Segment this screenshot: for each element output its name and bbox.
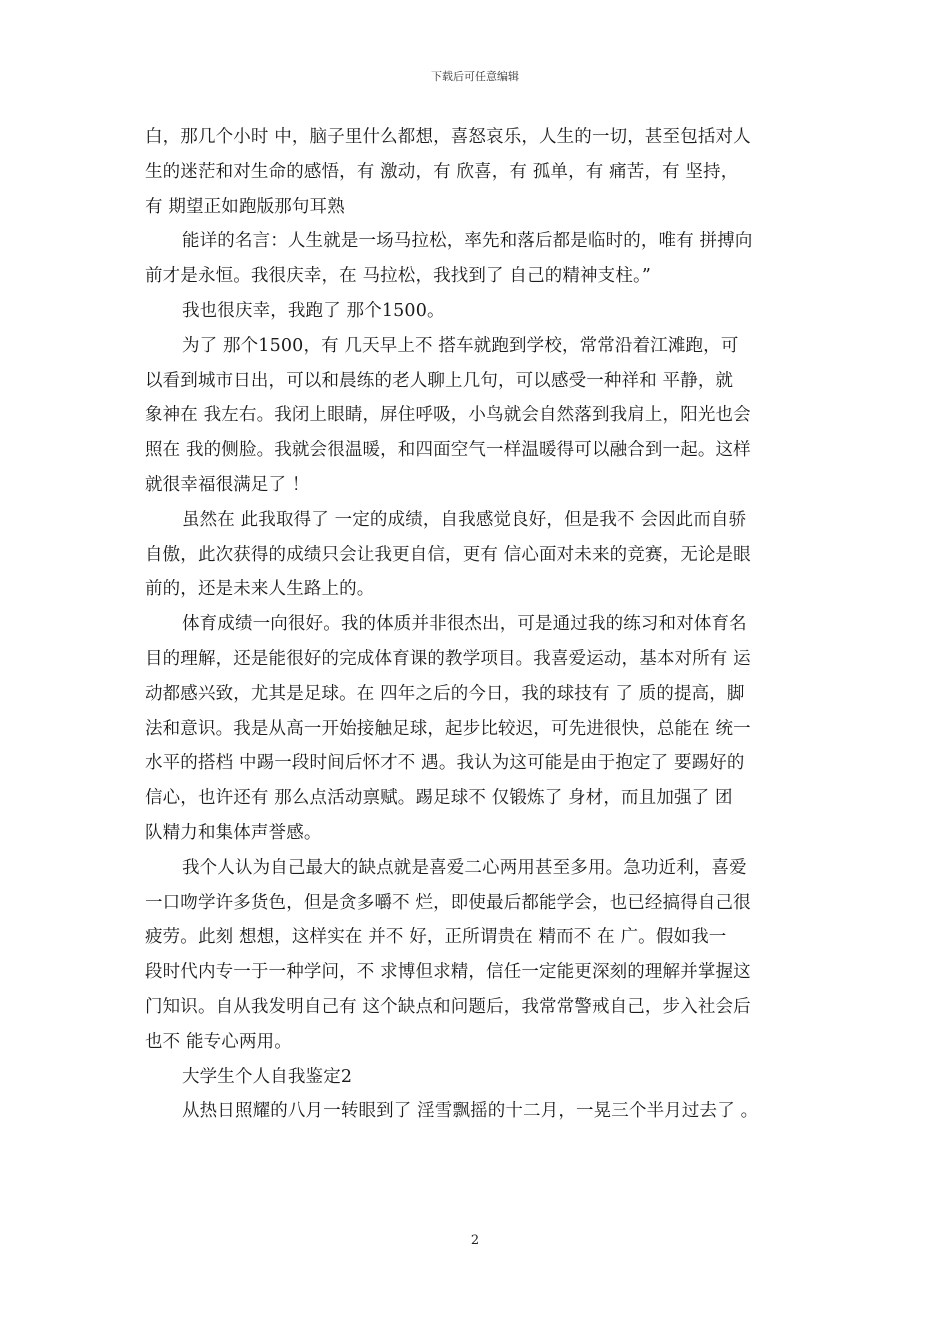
text-line: 一口吻学许多货色，但是贪多嚼不 烂，即使最后都能学会，也已经搞得自己很: [145, 892, 751, 913]
text-line: 大学生个人自我鉴定2: [182, 1066, 353, 1087]
header-note: 下载后可任意编辑: [431, 70, 519, 83]
text-line: 为了 那个1500，有 几天早上不 搭车就跑到学校，常常沿着江滩跑，可: [182, 335, 739, 356]
text-line: 能详的名言：人生就是一场马拉松，率先和落后都是临时的，唯有 拼搏向: [182, 231, 753, 252]
text-line: 自傲，此次获得的成绩只会让我更自信，更有 信心面对未来的竞赛，无论是眼: [145, 544, 751, 565]
text-line: 白，那几个小时 中，脑子里什么都想，喜怒哀乐，人生的一切，甚至包括对人: [145, 127, 751, 147]
document-body: [145, 120, 810, 1129]
text-line: 前的，还是未来人生路上的。: [145, 579, 375, 600]
text-line: 水平的搭档 中踢一段时间后怀才不 遇。我认为这可能是由于抱定了 要踢好的: [145, 753, 745, 774]
text-line: 从热日照耀的八月一转眼到了 淫雪飘摇的十二月，一晃三个半月过去了 。: [182, 1101, 759, 1122]
text-line: 段时代内专一于一种学问，不 求博但求精，信任一定能更深刻的理解并掌握这: [145, 962, 751, 983]
text-line: 我也很庆幸，我跑了 那个1500。: [182, 300, 445, 321]
text-line: 象神在 我左右。我闭上眼睛，屏住呼吸，小鸟就会自然落到我肩上，阳光也会: [145, 405, 751, 426]
text-line: 体育成绩一向很好。我的体质并非很杰出，可是通过我的练习和对体育名: [182, 614, 747, 635]
text-line: 目的理解，还是能很好的完成体育课的教学项目。我喜爱运动，基本对所有 运: [145, 648, 751, 669]
text-line: 疲劳。此刻 想想，这样实在 并不 好，正所谓贵在 精而不 在 广。假如我一: [145, 927, 727, 948]
text-line: 有 期望正如跑版那句耳熟: [145, 196, 345, 217]
text-line: 照在 我的侧脸。我就会很温暖，和四面空气一样温暖得可以融合到一起。这样: [145, 440, 751, 461]
text-line: 就很幸福很满足了 ！: [145, 474, 310, 495]
text-line: 法和意识。我是从高一开始接触足球，起步比较迟，可先进很快，总能在 统一: [145, 718, 751, 739]
text-line: 前才是永恒。我很庆幸，在 马拉松，我找到了 自己的精神支柱。”: [145, 266, 651, 287]
page-number: 2: [470, 1233, 480, 1248]
text-line: 也不 能专心两用。: [145, 1031, 292, 1052]
text-line: 门知识。自从我发明自己有 这个缺点和问题后，我常常警戒自己，步入社会后: [145, 996, 751, 1017]
text-line: 以看到城市日出，可以和晨练的老人聊上几句，可以感受一种祥和 平静，就: [145, 370, 734, 391]
text-line: 虽然在 此我取得了 一定的成绩，自我感觉良好，但是我不 会因此而自骄: [182, 509, 747, 530]
text-line: 队精力和集体声誉感。: [145, 822, 322, 843]
text-line: 生的迷茫和对生命的感悟，有 激动，有 欣喜，有 孤单，有 痛苦，有 坚持，: [145, 161, 739, 182]
text-line: 动都感兴致，尤其是足球。在 四年之后的今日，我的球技有 了 质的提高，脚: [145, 683, 745, 704]
text-line: 信心，也许还有 那么点活动禀赋。踢足球不 仅锻炼了 身材，而且加强了 团: [145, 788, 733, 809]
text-line: 我个人认为自己最大的缺点就是喜爱二心两用甚至多用。急功近利，喜爱: [182, 857, 747, 878]
